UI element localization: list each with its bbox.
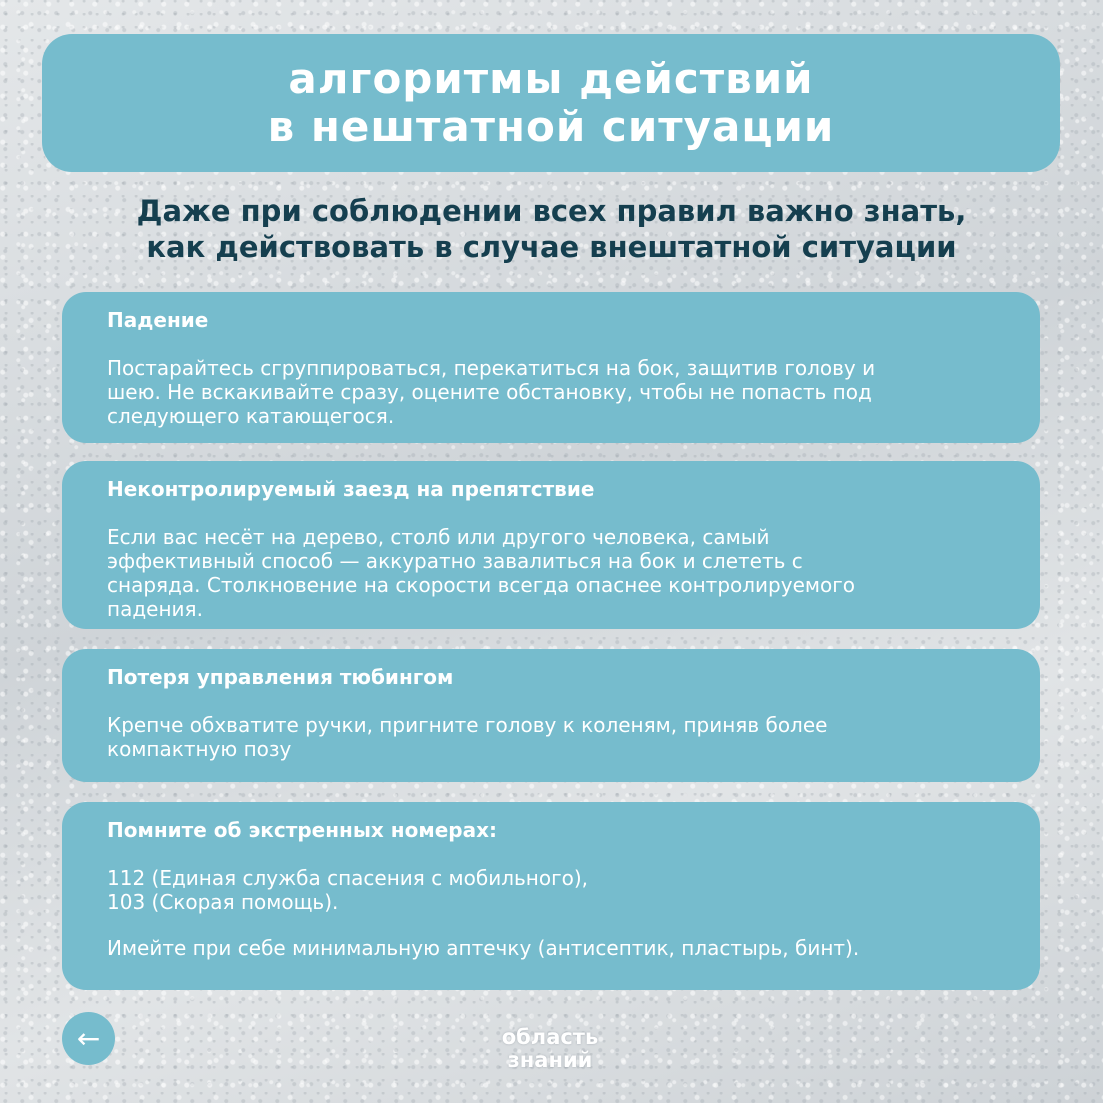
first-aid-note: Имейте при себе минимальную аптечку (антисептик, пластырь, бинт). — [107, 936, 860, 960]
card-body-line: Постарайтесь сгруппироваться, перекатиться на бок, защитив голову и — [107, 356, 876, 380]
card-emergency-numbers — [62, 802, 1040, 990]
emergency-number-line: 112 (Единая служба спасения с мобильного), — [107, 866, 588, 890]
card-body-line: падения. — [107, 597, 203, 621]
logo — [460, 1026, 640, 1072]
card-body-line: эффективный способ — аккуратно завалиться на бок и слететь с — [107, 549, 803, 573]
logo-line-1: область — [501, 1025, 599, 1049]
card-tubing — [62, 649, 1040, 782]
emergency-number-line: 103 (Скорая помощь). — [107, 890, 339, 914]
subtitle-line-1: Даже при соблюдении всех правил важно знать, — [136, 194, 967, 228]
card-heading: Неконтролируемый заезд на препятствие — [107, 477, 595, 501]
card-body-line: компактную позу — [107, 737, 292, 761]
card-heading: Помните об экстренных номерах: — [107, 818, 497, 842]
title-banner — [42, 34, 1060, 172]
subtitle — [0, 193, 1103, 265]
card-body-line: шею. Не вскакивайте сразу, оцените обстановку, чтобы не попасть под — [107, 380, 872, 404]
card-body-line: Если вас несёт на дерево, столб или другого человека, самый — [107, 525, 770, 549]
subtitle-line-2: как действовать в случае внештатной ситуации — [146, 230, 957, 264]
page-title-line-2: в нештатной ситуации — [267, 102, 835, 151]
card-body-line: следующего катающегося. — [107, 404, 395, 428]
card-heading: Падение — [107, 308, 209, 332]
card-heading: Потеря управления тюбингом — [107, 665, 454, 689]
card-body-line: Крепче обхватите ручки, пригните голову к коленям, приняв более — [107, 713, 828, 737]
logo-line-2: знаний — [507, 1048, 593, 1072]
card-body-line: снаряда. Столкновение на скорости всегда опаснее контролируемого — [107, 573, 855, 597]
card-fall — [62, 292, 1040, 443]
arrow-left-icon: ← — [76, 1021, 101, 1055]
page-title-line-1: алгоритмы действий — [288, 54, 814, 103]
back-button[interactable] — [62, 1012, 115, 1065]
card-obstacle — [62, 461, 1040, 629]
